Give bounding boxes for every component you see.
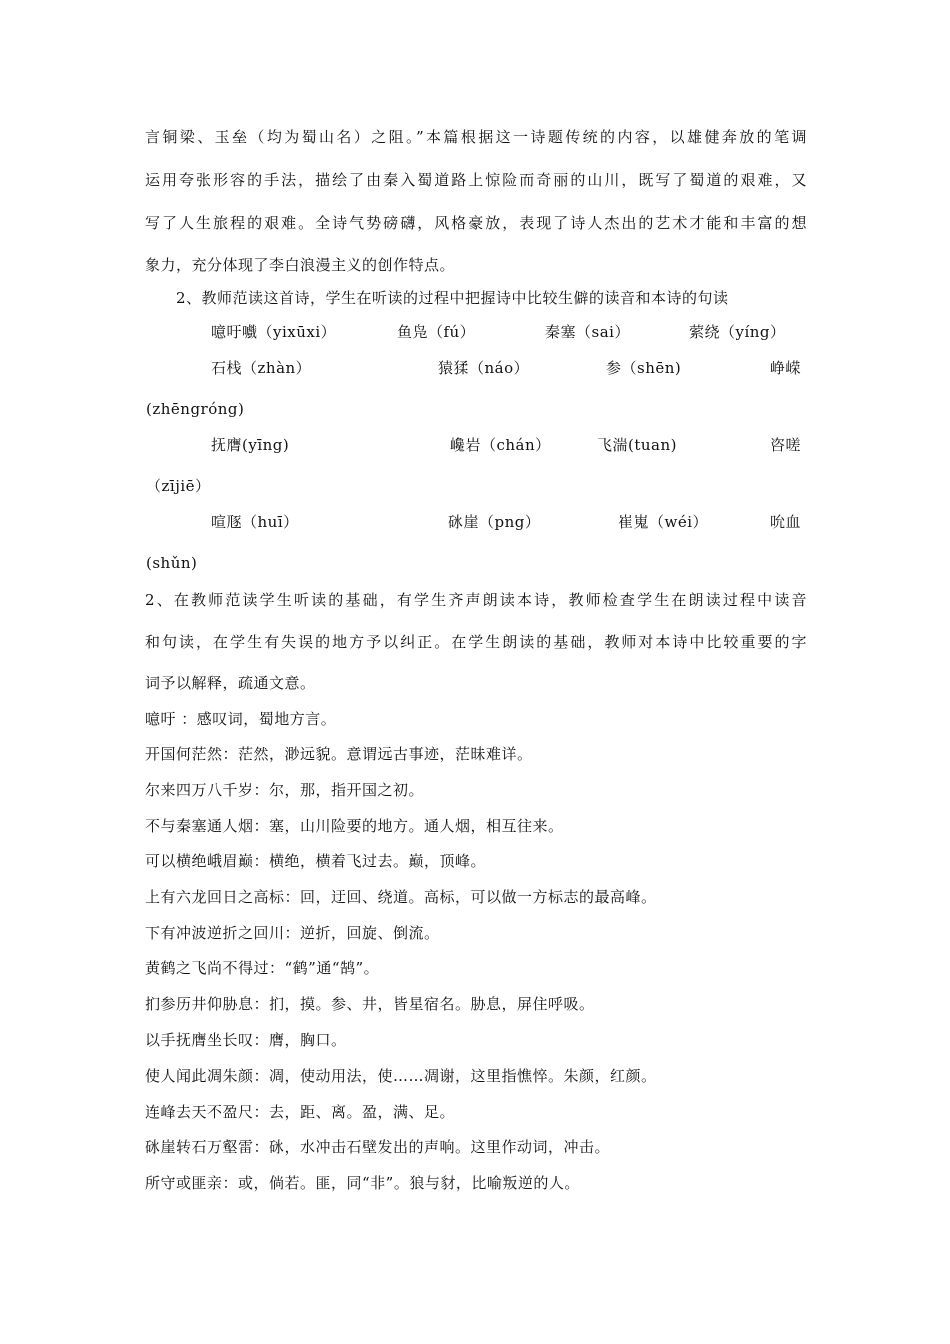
glossary-item: 不与秦塞通人烟：塞，山川险要的地方。通人烟，相互往来。 xyxy=(145,817,564,835)
pron-row3-item3: 飞湍(tuan) xyxy=(597,436,677,454)
pron-row4-item1: 喧豗（huī） xyxy=(211,513,299,531)
intro-line-3: 写了人生旅程的艰难。全诗气势磅礴，风格豪放，表现了诗人杰出的艺术才能和丰富的想 xyxy=(145,214,807,232)
pron-row4-wrap: (shǔn) xyxy=(146,554,198,572)
step2-heading: 2、教师范读这首诗，学生在听读的过程中把握诗中比较生僻的读音和本诗的句读 xyxy=(176,289,729,307)
pron-row3-wrap: （zījiē） xyxy=(146,477,211,495)
glossary-item: 扪参历井仰胁息：扪，摸。参、井，皆星宿名。胁息，屏住呼吸。 xyxy=(145,995,595,1013)
pron-row3-item4: 咨嗟 xyxy=(770,436,802,454)
glossary-item: 以手抚膺坐长叹：膺，胸口。 xyxy=(145,1031,347,1049)
pron-row2-item3: 参（shēn) xyxy=(606,359,682,377)
pron-row1-item1: 噫吁嚱（yixūxi） xyxy=(211,323,337,341)
intro-line-1: 言铜梁、玉垒（均为蜀山名）之阻。”本篇根据这一诗题传统的内容，以雄健奔放的笔调 xyxy=(145,128,807,146)
glossary-item: 黄鹤之飞尚不得过：“鹤”通“鹄”。 xyxy=(145,959,380,977)
glossary-item: 上有六龙回日之高标：回，迂回、绕道。高标，可以做一方标志的最高峰。 xyxy=(145,888,657,906)
glossary-item: 尔来四万八千岁：尔，那，指开国之初。 xyxy=(145,781,425,799)
step3-line-1: 2、在教师范读学生听读的基础，有学生齐声朗读本诗，教师检查学生在朗读过程中读音 xyxy=(145,591,807,609)
glossary-item: 开国何茫然：茫然，渺远貌。意谓远古事迹，茫昧难详。 xyxy=(145,745,533,763)
pron-row2-item4: 峥嵘 xyxy=(770,359,802,377)
pron-row2-wrap: (zhēngróng) xyxy=(146,400,245,418)
pron-row2-item2: 猿猱（náo） xyxy=(438,359,530,377)
step3-line-3: 词予以解释，疏通文意。 xyxy=(145,674,316,692)
glossary-item: 噫吁 ：感叹词，蜀地方言。 xyxy=(145,710,337,728)
step3-line-2: 和句读，在学生有失误的地方予以纠正。在学生朗读的基础，教师对本诗中比较重要的字 xyxy=(145,633,807,651)
pron-row2-item1: 石栈（zhàn） xyxy=(211,359,312,377)
glossary-item: 连峰去天不盈尺：去，距、离。盈，满、足。 xyxy=(145,1103,456,1121)
pron-row4-item2: 砯崖（png） xyxy=(448,513,541,531)
pron-row4-item4: 吮血 xyxy=(770,513,802,531)
glossary-item: 砯崖转石万壑雷：砯，水冲击石壁发出的声响。这里作动词，冲击。 xyxy=(145,1138,611,1156)
glossary-item: 可以横绝峨眉巅：横绝，横着飞过去。巅，顶峰。 xyxy=(145,852,487,870)
intro-line-4: 象力，充分体现了李白浪漫主义的创作特点。 xyxy=(145,256,456,274)
pron-row1-item2: 鱼凫（fú） xyxy=(397,323,476,341)
pron-row1-item3: 秦塞（sai） xyxy=(545,323,630,341)
glossary-item: 所守或匪亲：或，倘若。匪，同“非”。狼与豺，比喻叛逆的人。 xyxy=(145,1174,580,1192)
pron-row3-item1: 抚膺(yīng) xyxy=(211,436,290,454)
pron-row4-item3: 崔嵬（wéi） xyxy=(618,513,709,531)
pron-row3-item2: 巉岩（chán） xyxy=(450,436,551,454)
intro-line-2: 运用夸张形容的手法，描绘了由秦入蜀道路上惊险而奇丽的山川，既写了蜀道的艰难，又 xyxy=(145,171,807,189)
glossary-item: 下有冲波逆折之回川：逆折，回旋、倒流。 xyxy=(145,924,440,942)
glossary-item: 使人闻此凋朱颜：凋，使动用法，使……凋谢，这里指憔悴。朱颜，红颜。 xyxy=(145,1067,657,1085)
pron-row1-item4: 萦绕（yíng） xyxy=(689,323,786,341)
